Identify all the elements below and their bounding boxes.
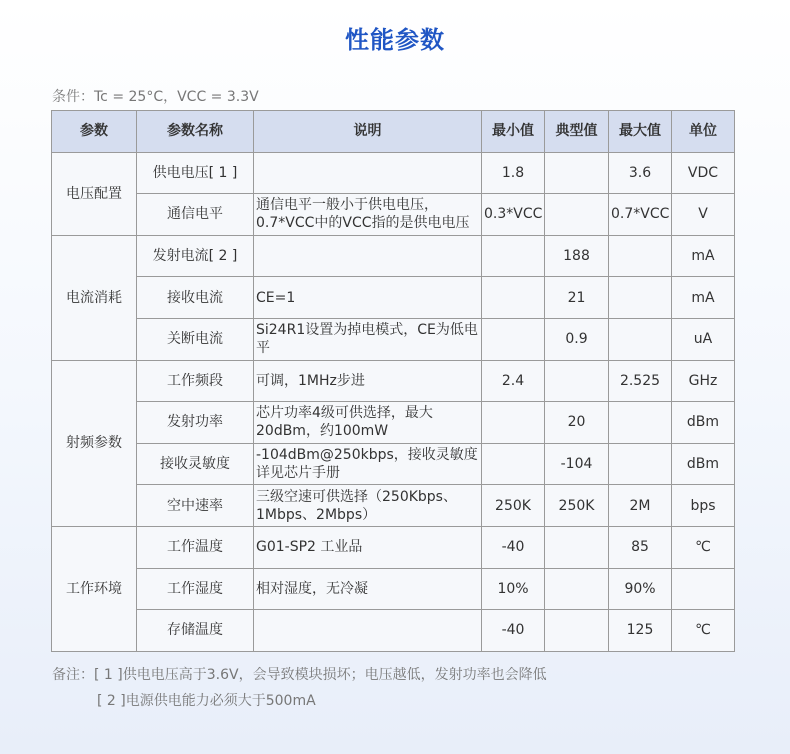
table-row [52,402,735,444]
row-unit: ℃ [672,610,735,652]
row-unit: dBm [672,402,735,444]
row-max: 90% [609,568,672,610]
row-desc: 芯片功率4级可供选择，最大20dBm，约100mW [254,402,482,444]
table-row [52,194,735,236]
row-max: 2.525 [609,360,672,402]
row-typ [545,526,609,568]
row-min [482,402,545,444]
row-max: 125 [609,610,672,652]
row-name: 工作湿度 [137,568,254,610]
row-desc: Si24R1设置为掉电模式，CE为低电平 [254,318,482,360]
row-typ: 20 [545,402,609,444]
test-conditions: 条件：Tc = 25°C，VCC = 3.3V [52,89,259,105]
row-max: 85 [609,526,672,568]
row-unit: uA [672,318,735,360]
footnote-1: 备注：[ 1 ]供电电压高于3.6V，会导致模块损坏；电压越低，发射功率也会降低 [52,667,547,683]
group-rf: 射频参数 [52,360,137,526]
row-min: 0.3*VCC [482,194,545,236]
header-unit: 单位 [672,111,735,153]
row-typ [545,152,609,194]
table-row [52,485,735,527]
row-typ: 0.9 [545,318,609,360]
row-name: 发射功率 [137,402,254,444]
row-unit: ℃ [672,526,735,568]
row-typ [545,610,609,652]
footnote-2: [ 2 ]电源供电能力必须大于500mA [97,693,316,709]
row-unit: mA [672,277,735,319]
row-desc: 通信电平一般小于供电电压，0.7*VCC中的VCC指的是供电电压 [254,194,482,236]
row-name: 供电电压[ 1 ] [137,152,254,194]
row-desc [254,235,482,277]
page-title: 性能参数 [345,26,445,54]
table-row [52,526,735,568]
row-name: 关断电流 [137,318,254,360]
row-min: 250K [482,485,545,527]
row-desc: CE=1 [254,277,482,319]
header-min: 最小值 [482,111,545,153]
row-unit: dBm [672,443,735,485]
table-row [52,318,735,360]
row-desc [254,152,482,194]
row-desc [254,610,482,652]
row-desc: 相对湿度，无冷凝 [254,568,482,610]
row-min [482,235,545,277]
row-min: 1.8 [482,152,545,194]
header-param-name: 参数名称 [137,111,254,153]
group-voltage: 电压配置 [52,152,137,235]
table-row [52,610,735,652]
row-name: 空中速率 [137,485,254,527]
row-name: 发射电流[ 2 ] [137,235,254,277]
table-row [52,235,735,277]
table-row [52,277,735,319]
row-desc: -104dBm@250kbps，接收灵敏度详见芯片手册 [254,443,482,485]
row-unit: VDC [672,152,735,194]
row-typ: 250K [545,485,609,527]
row-unit: V [672,194,735,236]
row-min [482,318,545,360]
table-row [52,152,735,194]
row-name: 工作频段 [137,360,254,402]
row-name: 接收灵敏度 [137,443,254,485]
row-typ: 21 [545,277,609,319]
table-row [52,443,735,485]
row-desc: 可调，1MHz步进 [254,360,482,402]
row-unit [672,568,735,610]
row-typ: -104 [545,443,609,485]
group-environment: 工作环境 [52,526,137,651]
row-typ [545,360,609,402]
table-row [52,360,735,402]
row-typ [545,568,609,610]
header-max: 最大值 [609,111,672,153]
row-desc: G01-SP2 工业品 [254,526,482,568]
row-desc: 三级空速可供选择（250Kbps、1Mbps、2Mbps） [254,485,482,527]
row-max [609,443,672,485]
row-min: 2.4 [482,360,545,402]
row-typ [545,194,609,236]
group-current: 电流消耗 [52,235,137,360]
row-unit: bps [672,485,735,527]
spec-table [51,110,735,652]
header-typ: 典型值 [545,111,609,153]
row-max [609,235,672,277]
row-max [609,277,672,319]
row-min: -40 [482,526,545,568]
row-name: 接收电流 [137,277,254,319]
row-unit: mA [672,235,735,277]
header-param: 参数 [52,111,137,153]
row-min: 10% [482,568,545,610]
row-unit: GHz [672,360,735,402]
row-name: 工作温度 [137,526,254,568]
row-typ: 188 [545,235,609,277]
row-min [482,443,545,485]
table-row [52,568,735,610]
row-max: 2M [609,485,672,527]
row-max [609,318,672,360]
row-name: 存储温度 [137,610,254,652]
row-max: 0.7*VCC [609,194,672,236]
row-min [482,277,545,319]
header-description: 说明 [254,111,482,153]
row-max: 3.6 [609,152,672,194]
table-header-row [52,111,735,153]
row-min: -40 [482,610,545,652]
row-max [609,402,672,444]
row-name: 通信电平 [137,194,254,236]
footnotes [52,662,547,714]
